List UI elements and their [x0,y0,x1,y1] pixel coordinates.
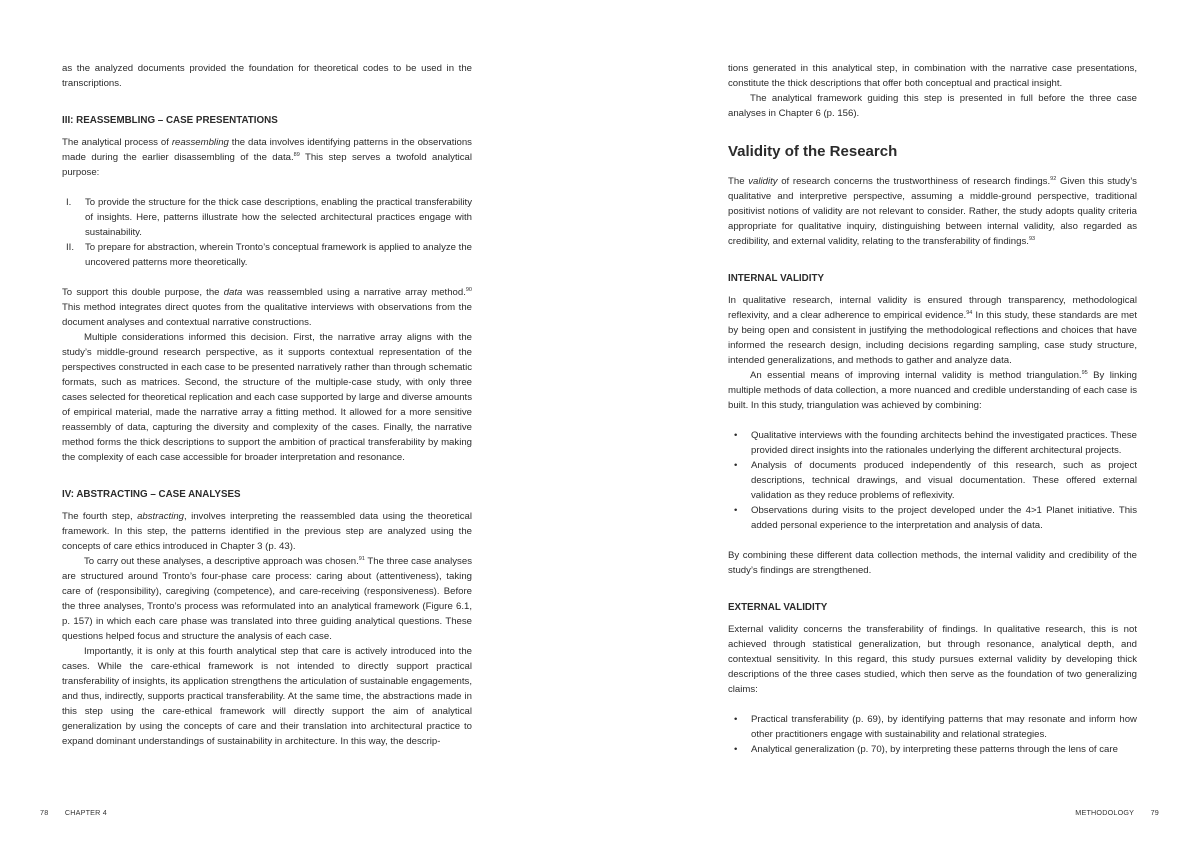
footnote-ref-93: 93 [1028,236,1036,242]
footnote-ref-94: 94 [966,310,973,316]
footnote-ref-95: 95 [1081,370,1088,376]
page-number: 79 [1150,808,1159,817]
paragraph-framework: The analytical framework guiding this step is presented in full before the three case analyses in Chapter 6 (p. 156). [728,93,1137,119]
heading-internal-validity: INTERNAL VALIDITY [728,273,824,284]
footnote-ref-91: 91 [358,556,365,562]
left-footer [40,808,107,817]
paragraph-tions: tions generated in this analytical step, in combination with the narrative case presentations, constitute the thick descriptions that offer both conceptual and practical insight. [728,63,1137,89]
paragraph-essential: An essential means of improving internal validity is method triangulation.$^{95}$ By linking multiple methods of data collection, a more nuanced and credible understanding of each case is built. In this study, triangulation was achieved by combining: [728,370,1137,411]
footnote-ref-89: 89 [293,152,300,158]
footnote-ref-90: 90 [465,287,472,293]
list-item: II. To prepare for abstraction, wherein Tronto’s conceptual framework is applied to analyze the uncovered patterns more theoretically. [66,242,472,268]
paragraph-combining: By combining these different data collection methods, the internal validity and credibility of the study’s findings are strengthened. [728,550,1137,576]
paragraph-carry-out: To carry out these analyses, a descriptive approach was chosen.$^{91}$ The three case analyses are structured around Tronto’s four-phase care process: caring about (attentiveness), taking care of (responsibility), caregiving (competence), and care-receiving (responsiveness). Before the three analyses, Tronto’s process was reformulated into an analytical framework (Figure 6.1, p. 157) in which each care phase was translated into three guiding analytical questions. These questions helped focus and structure the analysis of each case. [62,556,472,642]
list-item: • Analysis of documents produced independently of this research, such as project descriptions, technical drawings, and visual documentation. These offered external validation as they reduce problems of reflexivity. [734,460,1137,501]
bullet-list-external [728,712,1137,757]
section-title-validity: Validity of the Research [728,143,898,160]
right-footer [1075,808,1159,817]
paragraph-validity: The validity of research concerns the trustworthiness of research findings.$^{92}$ Given this study’s qualitative and interpretive perspective, assuming a middle-ground perspective, traditional positivist notions of validity are not relevant to consider. Rather, the study adopts quality criteria appropriate for qualitative inquiry, distinguishing between internal validity, also regarded as credibility, and external validity, relating to the transferability of findings.$^{93}$ [728,176,1137,247]
page-number: 78 [40,808,49,817]
running-footer-label: CHAPTER 4 [64,808,107,817]
paragraph-intro: as the analyzed documents provided the foundation for theoretical codes to be used in the transcriptions. [62,63,472,89]
left-text-column [62,61,472,749]
roman-list [62,195,472,270]
paragraph-support: To support this double purpose, the data was reassembled using a narrative array method.$^{90}$ This method integrates direct quotes from the qualitative interviews with observations from the document analyses and contextual narrative constructions. [62,287,472,328]
footnote-ref-92: 92 [1050,176,1057,182]
running-footer-label: METHODOLOGY [1075,808,1135,817]
heading-reassembling: III: REASSEMBLING – CASE PRESENTATIONS [62,115,278,126]
paragraph-importantly: Importantly, it is only at this fourth analytical step that care is actively introduced into the cases. While the care-ethical framework is not intended to directly support practical transferability of insights, its application strengthens the articulation of sustainable engagements, and thus, indirectly, supports practical transferability. At the same time, the abstractions made in this step using the care-ethical framework will directly support the aim of analytical generalization by using the concepts of care and their translation into architectural practice to expand dominant understandings of sustainability in architecture. In this way, the descrip- [62,646,472,747]
list-item: • Observations during visits to the project developed under the 4>1 Planet initiative. This added personal experience to the interpretation and analysis of data. [734,505,1137,531]
list-item: • Analytical generalization (p. 70), by interpreting these patterns through the lens of care [734,744,1118,755]
list-item: I. To provide the structure for the thick case descriptions, enabling the practical transferability of insights. Here, patterns illustrate how the selected architectural practices engage with sustainability. [66,197,472,238]
paragraph-multiple: Multiple considerations informed this decision. First, the narrative array aligns with the study’s middle-ground research perspective, as it supports contextual representation of the perspectives constructed in each case to be presented narratively rather than through schematic formats, such as matrices. Second, the structure of the multiple-case study, with only three cases selected for theoretical replication and each case supported by large and diverse amounts of empirical material, made the narrative array a fitting method. It allowed for a more sensitive reassembly of data, capturing the diversity and complexity of the cases. Finally, the narrative method forms the thick descriptions to support the ambition of practical transferability by making the complexity of each case accessible for broader interpretation and resonance. [62,332,472,463]
paragraph-internal: In qualitative research, internal validity is ensured through transparency, methodological reflexivity, and a clear adherence to empirical evidence.$^{94}$ In this study, these standards are met by being open and consistent in justifying the methodological reflections and choices that have informed the research design, including decisions regarding sampling, case study structure, intended generalizations, and methods to gather and analyze data. [728,295,1137,366]
right-text-column [728,61,1137,757]
heading-external-validity: EXTERNAL VALIDITY [728,602,828,613]
paragraph-fourth-step: The fourth step, abstracting, involves interpreting the reassembled data using the theoretical framework. In this step, the patterns identified in the previous step are analyzed using the concepts of care ethics introduced in Chapter 3 (p. 43). [62,511,472,552]
right-page [600,0,1200,849]
list-item: • Practical transferability (p. 69), by identifying patterns that may resonate and inform how other practitioners engage with sustainability and relational strategies. [734,714,1137,740]
paragraph-reassembling: The analytical process of reassembling the data involves identifying patterns in the observations made during the earlier disassembling of the data.$^{89}$ This step serves a twofold analytical purpose: [62,137,473,178]
list-item: • Qualitative interviews with the founding architects behind the investigated practices. These provided direct insights into the rationales underlying the different architectural projects. [734,430,1137,456]
paragraph-external: External validity concerns the transferability of findings. In qualitative research, this is not achieved through statistical generalization, but through resonance, analytical depth, and contextual sensitivity. In this regard, this study pursues external validity by developing thick descriptions of the three cases studied, which then serve as the foundation of two generalizing claims: [728,624,1137,695]
bullet-list-internal [728,428,1137,533]
heading-abstracting: IV: ABSTRACTING – CASE ANALYSES [62,489,241,500]
